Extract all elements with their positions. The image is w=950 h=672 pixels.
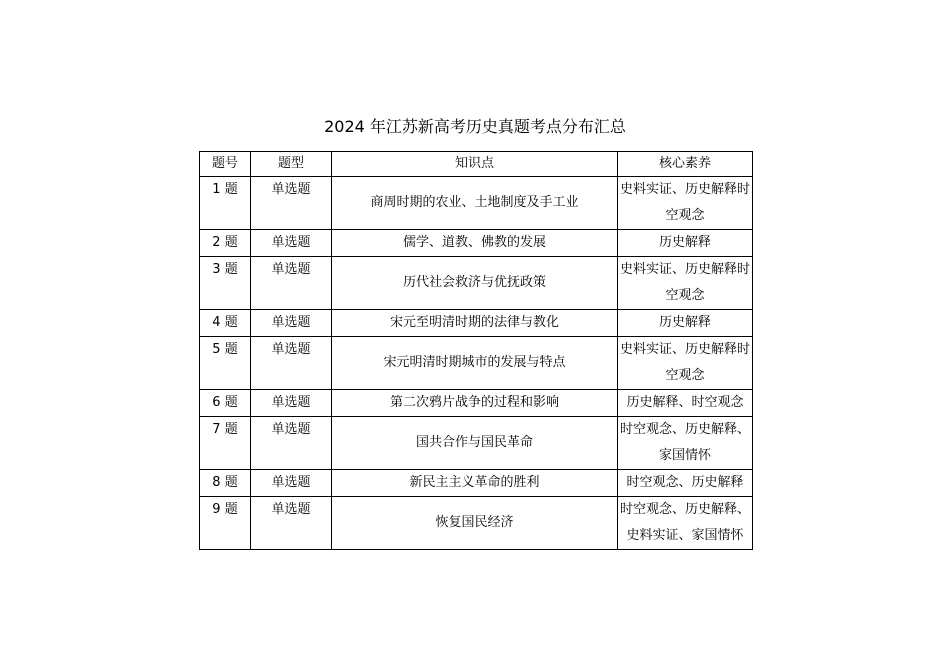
- table-row: [200, 337, 753, 390]
- table-row: [200, 310, 753, 337]
- core-literacy-cell: 历史解释: [618, 230, 753, 257]
- topic-distribution-table: [199, 151, 753, 550]
- table-row: [200, 470, 753, 497]
- knowledge-point-cell: 国共合作与国民革命: [332, 417, 618, 470]
- knowledge-point-cell: 第二次鸦片战争的过程和影响: [332, 390, 618, 417]
- question-number-cell: 6 题: [200, 390, 251, 417]
- question-type-cell: 单选题: [251, 310, 332, 337]
- knowledge-point-cell: 恢复国民经济: [332, 497, 618, 550]
- table-row: [200, 497, 753, 550]
- knowledge-point-cell: 历代社会救济与优抚政策: [332, 257, 618, 310]
- knowledge-point-cell: 宋元至明清时期的法律与教化: [332, 310, 618, 337]
- knowledge-point-cell: 儒学、道教、佛教的发展: [332, 230, 618, 257]
- question-number-cell: 5 题: [200, 337, 251, 390]
- question-type-cell: 单选题: [251, 497, 332, 550]
- question-type-cell: 单选题: [251, 390, 332, 417]
- question-type-cell: 单选题: [251, 337, 332, 390]
- question-type-cell: 单选题: [251, 470, 332, 497]
- knowledge-point-cell: 商周时期的农业、土地制度及手工业: [332, 177, 618, 230]
- header-question-type: 题型: [251, 152, 332, 177]
- question-number-cell: 4 题: [200, 310, 251, 337]
- table-row: [200, 257, 753, 310]
- core-literacy-cell: 时空观念、历史解释、家国情怀: [618, 417, 753, 470]
- table-header-row: [200, 152, 753, 177]
- knowledge-point-cell: 新民主主义革命的胜利: [332, 470, 618, 497]
- core-literacy-cell: 历史解释、时空观念: [618, 390, 753, 417]
- table-row: [200, 230, 753, 257]
- core-literacy-cell: 史料实证、历史解释时空观念: [618, 337, 753, 390]
- header-knowledge-point: 知识点: [332, 152, 618, 177]
- table-row: [200, 390, 753, 417]
- question-number-cell: 3 题: [200, 257, 251, 310]
- question-type-cell: 单选题: [251, 417, 332, 470]
- core-literacy-cell: 时空观念、历史解释: [618, 470, 753, 497]
- core-literacy-cell: 历史解释: [618, 310, 753, 337]
- document-title: 2024 年江苏新高考历史真题考点分布汇总: [324, 117, 626, 136]
- table-row: [200, 177, 753, 230]
- question-type-cell: 单选题: [251, 230, 332, 257]
- table-row: [200, 417, 753, 470]
- question-number-cell: 2 题: [200, 230, 251, 257]
- header-core-literacy: 核心素养: [618, 152, 753, 177]
- question-type-cell: 单选题: [251, 177, 332, 230]
- question-number-cell: 7 题: [200, 417, 251, 470]
- question-type-cell: 单选题: [251, 257, 332, 310]
- core-literacy-cell: 史料实证、历史解释时空观念: [618, 177, 753, 230]
- header-question-number: 题号: [200, 152, 251, 177]
- core-literacy-cell: 史料实证、历史解释时空观念: [618, 257, 753, 310]
- question-number-cell: 8 题: [200, 470, 251, 497]
- core-literacy-cell: 时空观念、历史解释、史料实证、家国情怀: [618, 497, 753, 550]
- question-number-cell: 1 题: [200, 177, 251, 230]
- question-number-cell: 9 题: [200, 497, 251, 550]
- knowledge-point-cell: 宋元明清时期城市的发展与特点: [332, 337, 618, 390]
